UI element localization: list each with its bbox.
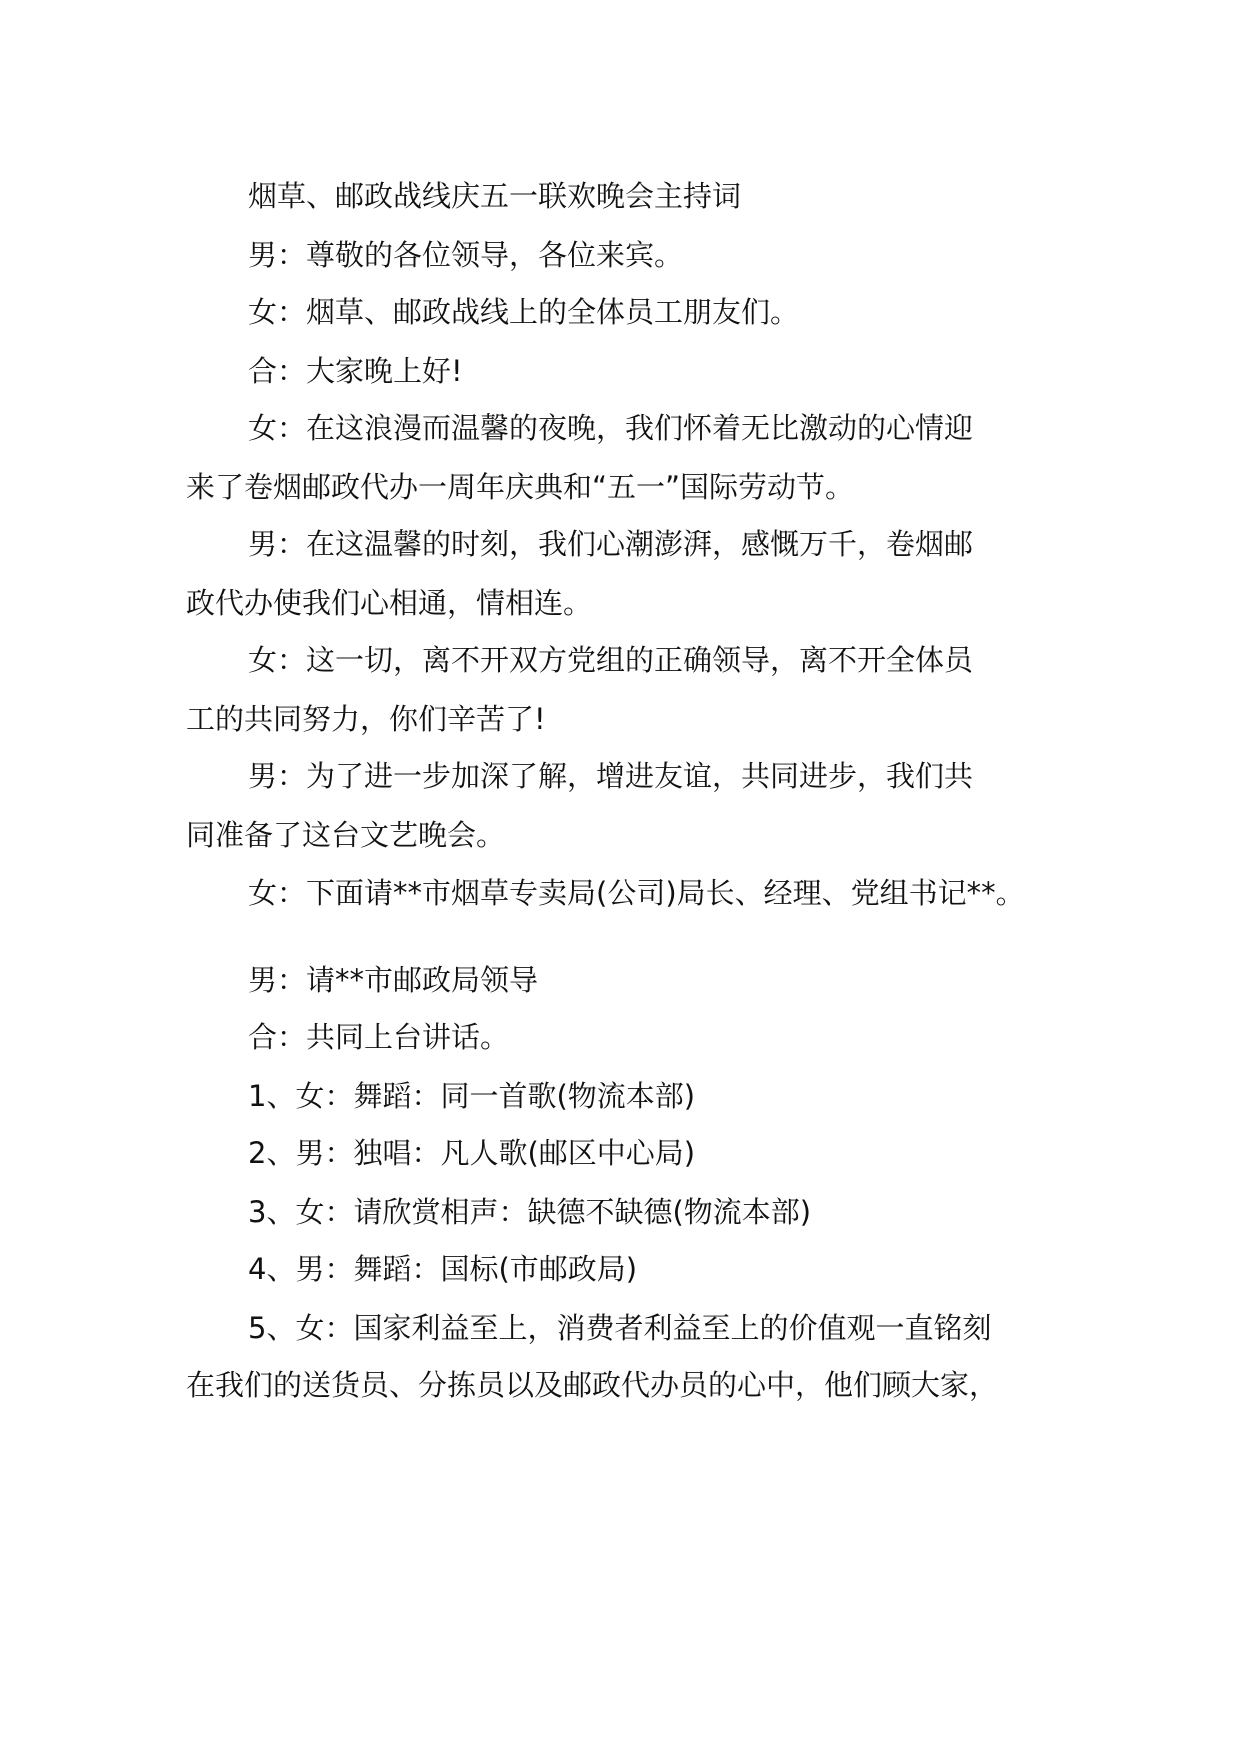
paragraph-line: 女：下面请**市烟草专卖局(公司)局长、经理、党组书记**。: [248, 876, 1025, 910]
program-item: 2、男：独唱：凡人歌(邮区中心局): [248, 1136, 696, 1170]
paragraph-line: 男：请**市邮政局领导: [248, 963, 539, 997]
paragraph-line: 合：大家晚上好!: [248, 354, 463, 388]
paragraph-line: 女：这一切，离不开双方党组的正确领导，离不开全体员: [248, 643, 974, 677]
paragraph-line: 来了卷烟邮政代办一周年庆典和“五一”国际劳动节。: [186, 470, 855, 504]
paragraph-line: 女：烟草、邮政战线上的全体员工朋友们。: [248, 295, 800, 329]
paragraph-line: 政代办使我们心相通，情相连。: [186, 586, 593, 620]
paragraph-line: 合：共同上台讲话。: [248, 1020, 510, 1054]
paragraph-line: 女：在这浪漫而温馨的夜晚，我们怀着无比激动的心情迎: [248, 411, 974, 445]
paragraph-line: 在我们的送货员、分拣员以及邮政代办员的心中，他们顾大家，: [186, 1368, 999, 1402]
program-item: 4、男：舞蹈：国标(市邮政局): [248, 1252, 638, 1286]
paragraph-line: 同准备了这台文艺晚会。: [186, 818, 506, 852]
program-item: 5、女：国家利益至上，消费者利益至上的价值观一直铭刻: [248, 1311, 992, 1345]
paragraph-line: 男：为了进一步加深了解，增进友谊，共同进步，我们共: [248, 759, 974, 793]
paragraph-line: 男：在这温馨的时刻，我们心潮澎湃，感慨万千，卷烟邮: [248, 527, 974, 561]
program-item: 1、女：舞蹈：同一首歌(物流本部): [248, 1079, 696, 1113]
paragraph-line: 男：尊敬的各位领导，各位来宾。: [248, 238, 684, 272]
document-title: 烟草、邮政战线庆五一联欢晚会主持词: [248, 179, 742, 213]
paragraph-line: 工的共同努力，你们辛苦了!: [186, 702, 546, 736]
program-item: 3、女：请欣赏相声：缺德不缺德(物流本部): [248, 1195, 812, 1229]
